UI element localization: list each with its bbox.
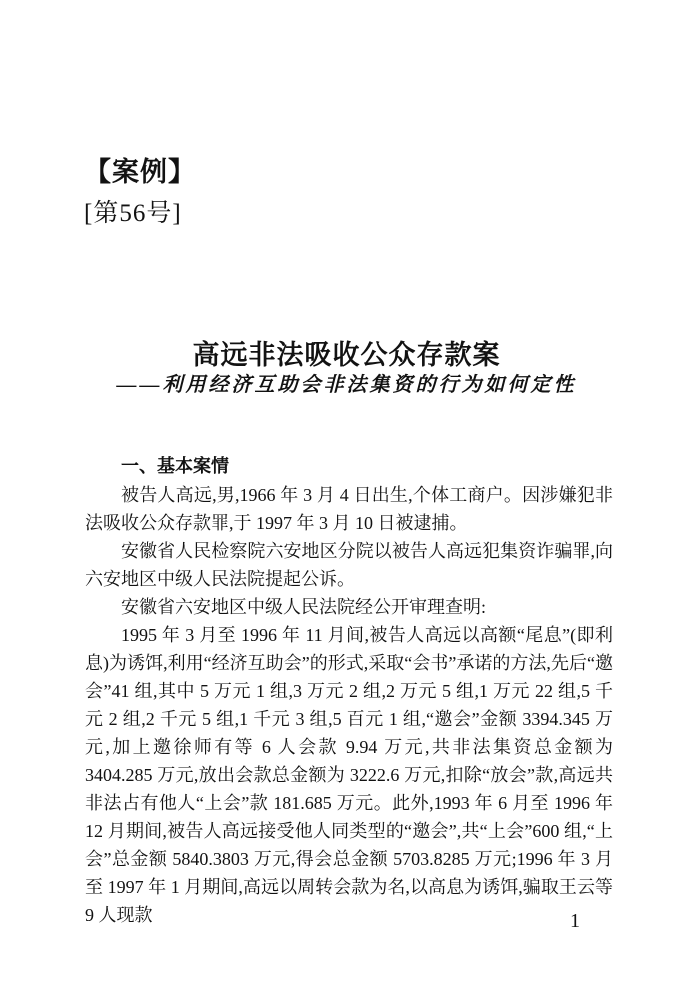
paragraph-defendant-info: 被告人高远,男,1966 年 3 月 4 日出生,个体工商户。因涉嫌犯非法吸收公众存款罪,于 1997 年 3 月 10 日被逮捕。 [85, 485, 613, 533]
case-number: [第56号] [84, 200, 182, 227]
case-label: 【案例】 [84, 157, 196, 187]
paragraph-court-finding-intro: 安徽省六安地区中级人民法院经公开审理查明: [121, 597, 486, 617]
case-title: 高远非法吸收公众存款案 [192, 340, 501, 370]
paragraph-prosecution: 安徽省人民检察院六安地区分院以被告人高远犯集资诈骗罪,向六安地区中级人民法院提起公诉。 [85, 541, 613, 589]
body-text [85, 481, 613, 929]
page-number: 1 [570, 910, 580, 932]
case-subtitle: ——利用经济互助会非法集资的行为如何定性 [116, 374, 577, 396]
section-heading: 一、基本案情 [121, 456, 229, 476]
paragraph-facts: 1995 年 3 月至 1996 年 11 月间,被告人高远以高额“尾息”(即利息)为诱饵,利用“经济互助会”的形式,采取“会书”承诺的方法,先后“邀会”41 组,其中 5 万元 1 组,3 万元 2 组,2 万元 5 组,1 万元 22 组,5 千元 2 组,2 千元 5 组,1 千元 3 组,5 百元 1 组,“邀会”金额 3394.345 万元,加上邀徐师有等 6 人会款 9.94 万元,共非法集资总金额为 3404.285 万元,放出会款总金额为 3222.6 万元,扣除“放会”款,高远共非法占有他人“上会”款 181.685 万元。此外,1993 年 6 月至 1996 年 12 月期间,被告人高远接受他人同类型的“邀会”,共“上会”600 组,“上会”总金额 5840.3803 万元,得会总金额 5703.8285 万元;1996 年 3 月至 1997 年 1 月期间,高远以周转会款为名,以高息为诱饵,骗取王云等 9 人现款 [85, 625, 613, 925]
